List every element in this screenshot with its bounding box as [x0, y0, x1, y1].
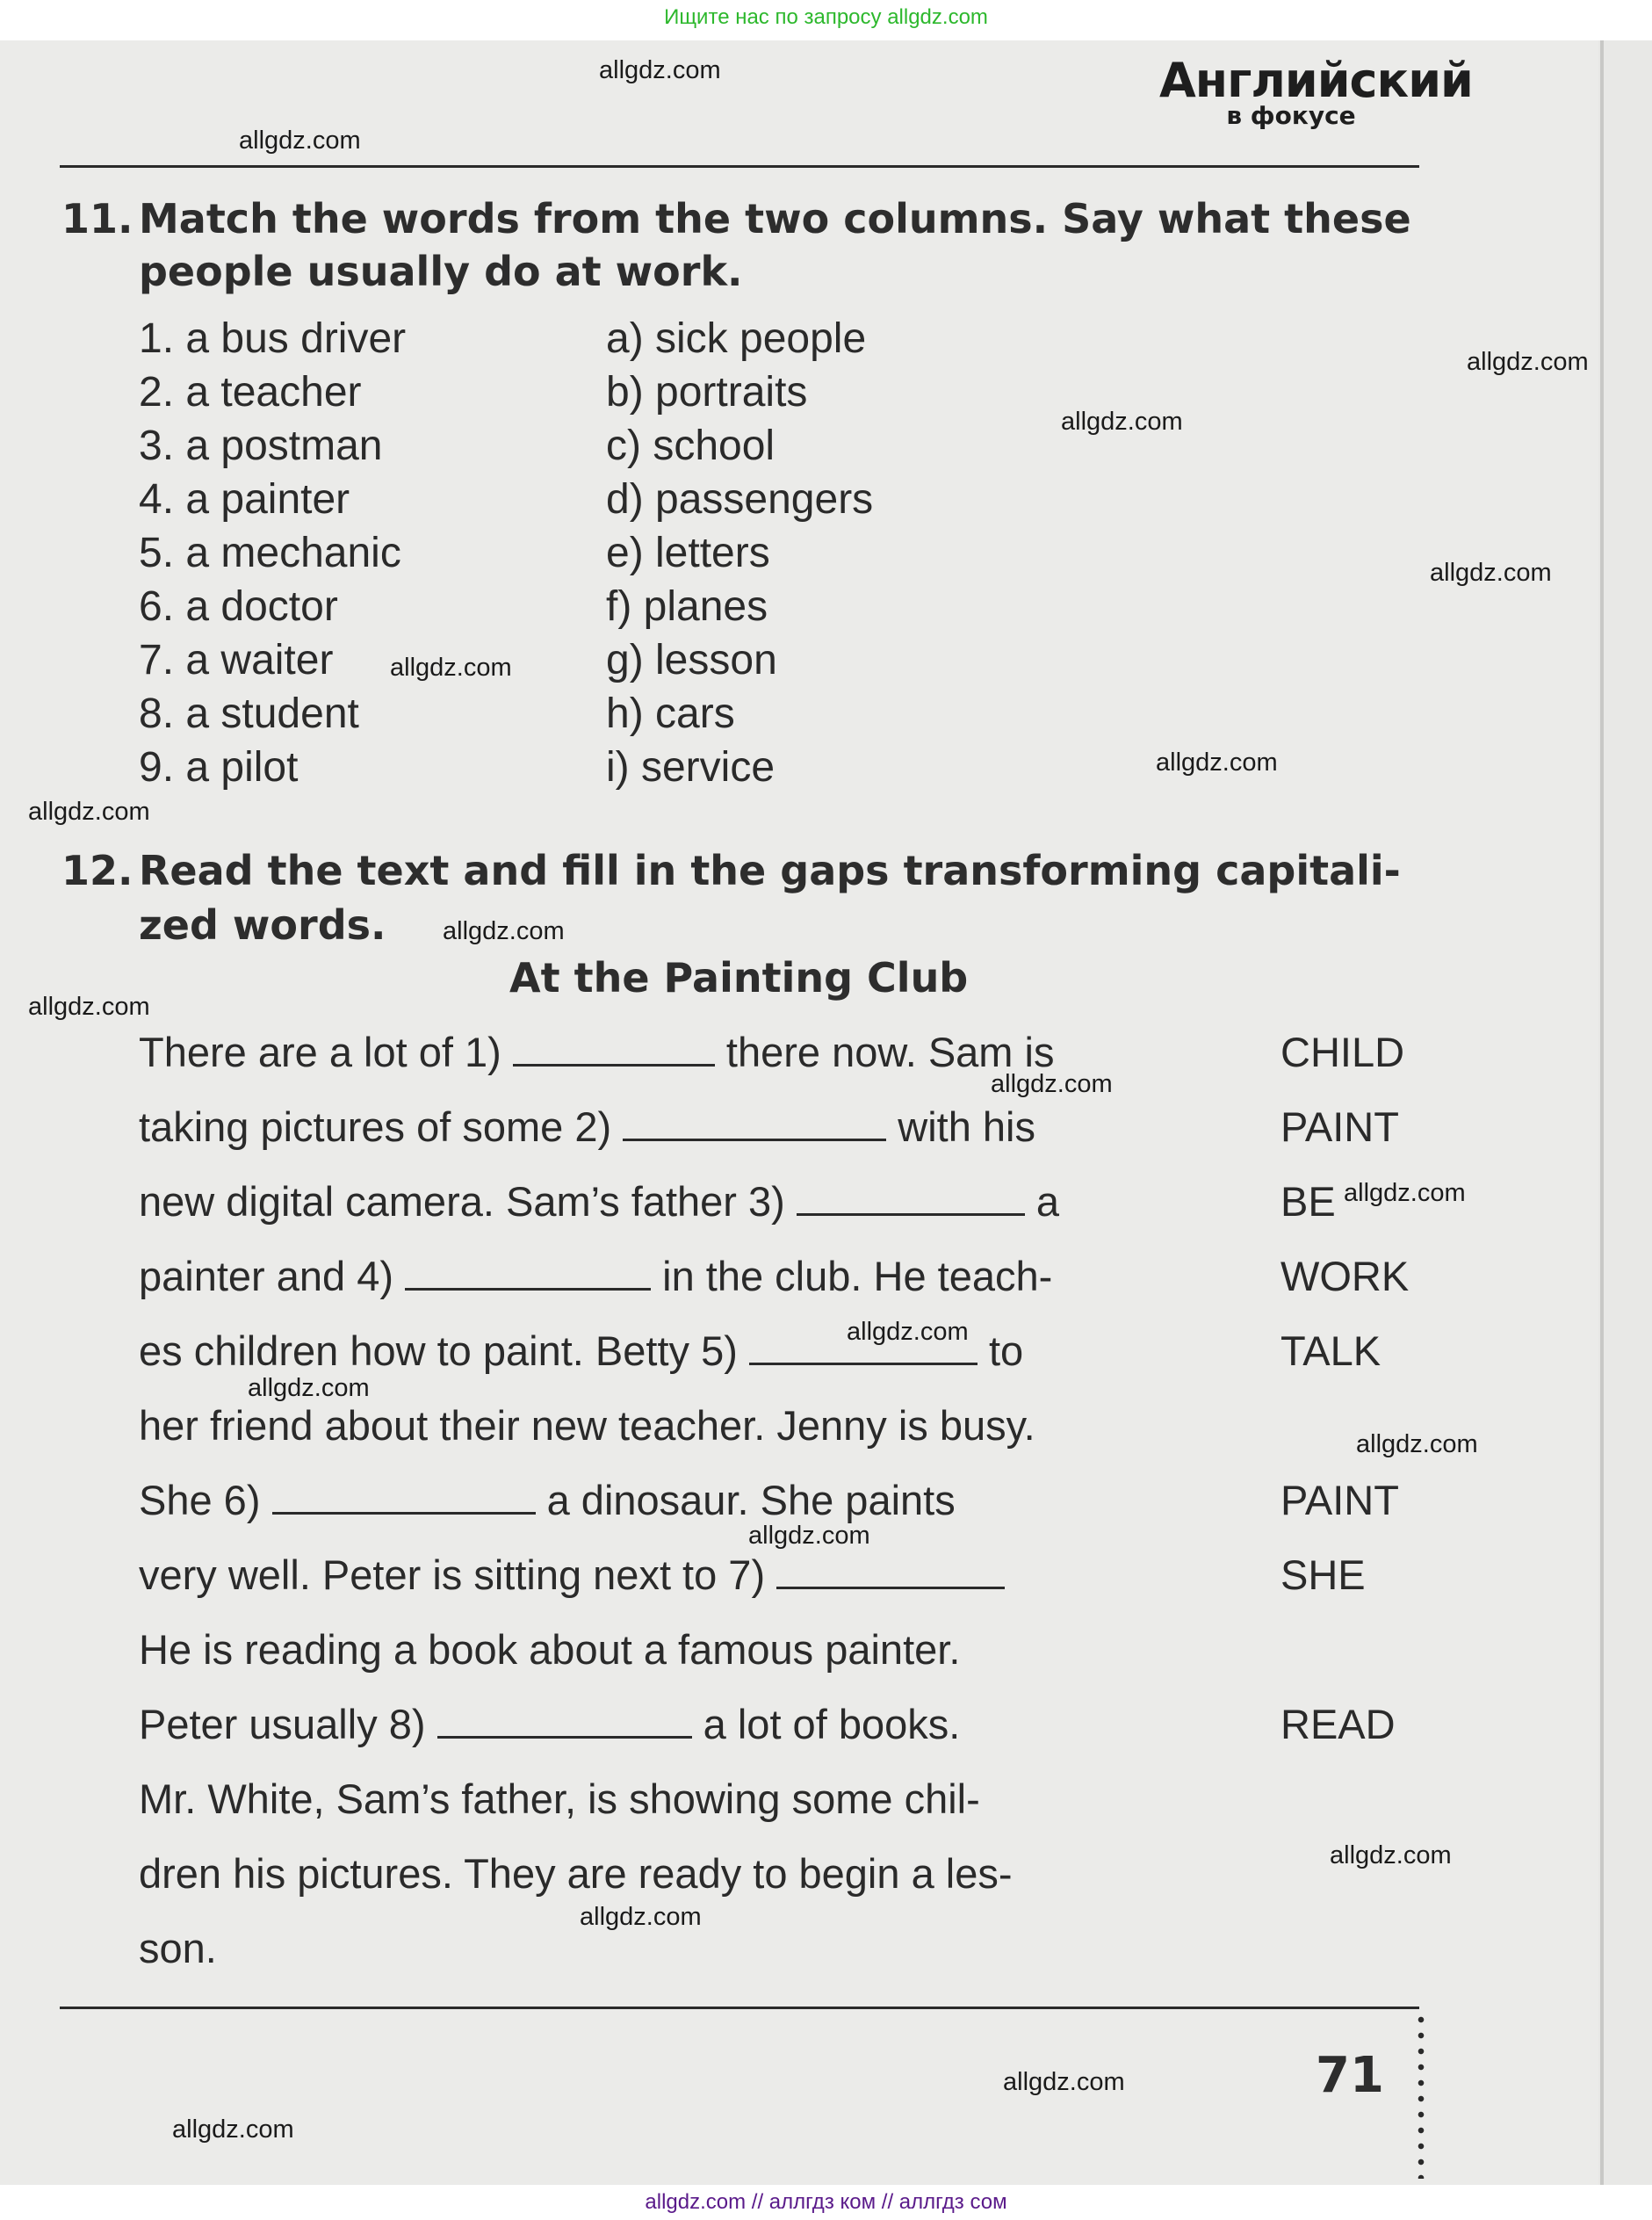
- watermark: allgdz.com: [443, 917, 565, 945]
- capital-word: READ: [1280, 1701, 1396, 1747]
- logo-line1: Английский: [1159, 53, 1473, 108]
- capital-word: CHILD: [1280, 1029, 1405, 1075]
- answer-gap-1[interactable]: [513, 1032, 715, 1067]
- page-number: 71: [1316, 2047, 1384, 2104]
- text-part: He is reading a book about a famous painter.: [139, 1626, 961, 1673]
- watermark: allgdz.com: [28, 993, 150, 1021]
- text-line: [139, 1177, 1166, 1226]
- ex11-left-item: 9. a pilot: [139, 744, 299, 791]
- top-banner: [0, 0, 1652, 40]
- text-line: [139, 1551, 1166, 1599]
- capital-word: PAINT: [1280, 1103, 1399, 1150]
- ex12-instruction-line1: Read the text and fill in the gaps transforming capitali-: [139, 847, 1401, 894]
- text-part: in the club. He teach-: [651, 1253, 1053, 1299]
- text-part: there now. Sam is: [714, 1029, 1055, 1075]
- capital-word: SHE: [1280, 1551, 1366, 1598]
- dotted-margin: [1418, 2012, 1425, 2179]
- text-line: Mr. White, Sam’s father, is showing some chil-: [139, 1775, 980, 1822]
- text-part: a: [1024, 1178, 1060, 1225]
- watermark: allgdz.com: [172, 2115, 294, 2144]
- bottom-banner-text: allgdz.com // аллгдз ком // аллгдз сом: [645, 2190, 1007, 2214]
- answer-gap-3[interactable]: [797, 1182, 1025, 1216]
- watermark: allgdz.com: [748, 1522, 870, 1550]
- ex11-right-item: g) lesson: [606, 637, 777, 683]
- watermark: allgdz.com: [1330, 1841, 1452, 1869]
- watermark: allgdz.com: [1061, 408, 1183, 436]
- answer-gap-7[interactable]: [776, 1555, 1005, 1589]
- capital-word: WORK: [1280, 1253, 1410, 1299]
- ex11-instruction-line1: Match the words from the two columns. Say what these: [139, 195, 1411, 242]
- watermark: allgdz.com: [1003, 2068, 1125, 2096]
- text-line: [139, 1327, 1166, 1375]
- text-part: very well. Peter is sitting next to 7): [139, 1551, 777, 1598]
- text-part: a dinosaur. She paints: [535, 1477, 956, 1523]
- text-part: Peter usually 8): [139, 1701, 437, 1747]
- text-line: [139, 1028, 1166, 1076]
- watermark: allgdz.com: [239, 127, 361, 155]
- ex11-left-item: 2. a teacher: [139, 369, 362, 416]
- text-part: new digital camera. Sam’s father 3): [139, 1178, 797, 1225]
- watermark: allgdz.com: [599, 56, 721, 84]
- text-line: [139, 1401, 1166, 1450]
- logo-line2: в фокусе: [1226, 101, 1356, 131]
- ex11-left-item: 5. a mechanic: [139, 530, 401, 576]
- watermark: allgdz.com: [1467, 348, 1589, 376]
- ex11-right-item: a) sick people: [606, 315, 867, 362]
- text-part: her friend about their new teacher. Jenny is busy.: [139, 1402, 1035, 1449]
- watermark: allgdz.com: [1344, 1179, 1466, 1207]
- text-line: son.: [139, 1925, 217, 1971]
- text-line: [139, 1625, 1166, 1674]
- watermark: allgdz.com: [991, 1070, 1113, 1098]
- watermark: allgdz.com: [1430, 559, 1552, 587]
- ex11-right-item: h) cars: [606, 691, 735, 737]
- capital-word: PAINT: [1280, 1477, 1399, 1523]
- ex11-left-item: 1. a bus driver: [139, 315, 407, 362]
- watermark: allgdz.com: [390, 654, 512, 682]
- ex11-right-item: e) letters: [606, 530, 770, 576]
- text-part: with his: [886, 1103, 1035, 1150]
- page-edge: [1600, 40, 1604, 2185]
- book-logo: [1159, 53, 1473, 142]
- text-part: She 6): [139, 1477, 272, 1523]
- ex11-number: 11.: [61, 195, 133, 242]
- top-banner-text: Ищите нас по запросу allgdz.com: [664, 5, 988, 29]
- text-part: to: [977, 1327, 1024, 1374]
- watermark: allgdz.com: [580, 1903, 702, 1931]
- text-line: [139, 1700, 1166, 1748]
- watermark: allgdz.com: [1156, 748, 1278, 777]
- ex11-left-item: 8. a student: [139, 691, 359, 737]
- answer-gap-2[interactable]: [623, 1107, 886, 1141]
- ex11-right-item: f) planes: [606, 583, 768, 630]
- bottom-rule: [60, 2007, 1419, 2009]
- ex12-instruction-line2: zed words.: [139, 901, 386, 949]
- watermark: allgdz.com: [28, 798, 150, 826]
- ex11-right-item: c) school: [606, 423, 776, 469]
- text-part: There are a lot of 1): [139, 1029, 513, 1075]
- text-line: [139, 1476, 1166, 1524]
- text-part: a lot of books.: [691, 1701, 961, 1747]
- ex11-left-item: 3. a postman: [139, 423, 383, 469]
- ex11-instruction-line2: people usually do at work.: [139, 248, 743, 295]
- capital-word: TALK: [1280, 1327, 1381, 1374]
- ex12-number: 12.: [61, 847, 133, 894]
- ex11-left-item: 7. a waiter: [139, 637, 334, 683]
- top-rule: [60, 165, 1419, 168]
- answer-gap-8[interactable]: [437, 1704, 692, 1739]
- ex11-left-item: 6. a doctor: [139, 583, 338, 630]
- answer-gap-6[interactable]: [272, 1480, 536, 1515]
- text-part: painter and 4): [139, 1253, 406, 1299]
- bottom-banner: [0, 2185, 1652, 2220]
- capital-word: BE: [1280, 1178, 1336, 1225]
- ex11-right-item: d) passengers: [606, 476, 874, 523]
- answer-gap-4[interactable]: [405, 1256, 651, 1291]
- ex11-right-item: i) service: [606, 744, 776, 791]
- text-title: At the Painting Club: [509, 954, 969, 1002]
- watermark: allgdz.com: [847, 1318, 969, 1346]
- text-line: [139, 1103, 1166, 1151]
- watermark: allgdz.com: [1356, 1430, 1478, 1458]
- text-part: taking pictures of some 2): [139, 1103, 624, 1150]
- ex11-left-item: 4. a painter: [139, 476, 350, 523]
- text-part: es children how to paint. Betty 5): [139, 1327, 749, 1374]
- ex11-right-item: b) portraits: [606, 369, 808, 416]
- text-line: dren his pictures. They are ready to begin a les-: [139, 1850, 1013, 1897]
- watermark: allgdz.com: [248, 1374, 370, 1402]
- text-line: [139, 1252, 1166, 1300]
